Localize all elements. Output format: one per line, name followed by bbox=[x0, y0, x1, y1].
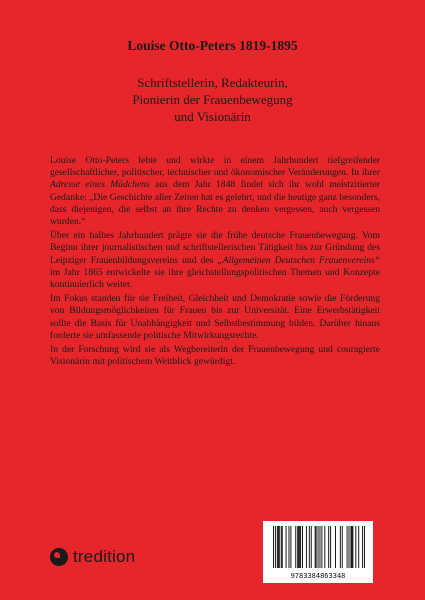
barcode-bar bbox=[328, 526, 329, 568]
barcode-bar bbox=[282, 526, 283, 568]
barcode-bar bbox=[321, 526, 322, 568]
barcode-bar bbox=[273, 526, 274, 568]
text-run: aus dem Jahr 1848 findet sich ihr wohl meistzitierter Gedanke: „Die Geschichte aller Zeiten hat es gelehrt, und die heutige ganz besonders, dass diejenigen, die selbst an ihre Rechte zu denken vergessen, auch vergessen wurden.“ bbox=[50, 179, 380, 228]
blurb-paragraph-1 bbox=[50, 155, 380, 228]
barcode-bar bbox=[298, 526, 299, 568]
barcode-bar bbox=[324, 526, 325, 568]
barcode-bar bbox=[290, 526, 291, 568]
text-run: im Jahr 1865 entwickelte sie ihre gleichstellungspolitischen Themen und Konzepte kontinuierlich weiter. bbox=[50, 266, 380, 291]
blurb-paragraph-2 bbox=[50, 230, 380, 291]
barcode-bar bbox=[362, 526, 363, 568]
barcode-bar bbox=[286, 526, 287, 568]
tredition-logo-icon bbox=[50, 548, 68, 566]
barcode-bar bbox=[316, 526, 317, 568]
barcode-bar bbox=[350, 526, 351, 568]
subtitle-line: und Visionärin bbox=[174, 109, 251, 124]
barcode-bar bbox=[279, 526, 280, 568]
barcode-bar bbox=[306, 526, 307, 568]
barcode-bar bbox=[364, 526, 365, 568]
barcode-bar bbox=[309, 526, 310, 568]
isbn-number: 9783384863348 bbox=[290, 572, 346, 580]
barcode-bar bbox=[277, 526, 278, 568]
barcode-bar bbox=[330, 526, 331, 568]
barcode-bar bbox=[355, 526, 356, 568]
subtitle-line: Schriftstellerin, Redakteurin, bbox=[137, 75, 288, 90]
barcode-bar bbox=[347, 526, 348, 568]
barcode-bar bbox=[297, 526, 298, 568]
barcode-bar bbox=[288, 526, 289, 568]
text-run: Über ein halbes Jahrhundert prägte sie die frühe deutsche Frauenbewegung. Vom Beginn ihrer journalistischen und schriftstellerischen Tätigkeit bis zur Gründung des Leipziger Frauenbildungsvereins und des bbox=[50, 230, 380, 266]
barcode-bar bbox=[319, 526, 320, 568]
barcode-bar bbox=[278, 526, 279, 568]
barcode-bar bbox=[300, 526, 301, 568]
text-run: Louise Otto-Peters lebte und wirkte in einem Jahrhundert tiefgreifender gesellschaftlicher, politischer, technischer und ökonomischer Veränderungen. In ihrer bbox=[50, 155, 380, 179]
barcode-bar bbox=[302, 526, 303, 568]
barcode-bar bbox=[349, 526, 350, 568]
barcode-bar bbox=[318, 526, 319, 568]
barcode-bar bbox=[335, 526, 336, 568]
barcode-bar bbox=[315, 526, 316, 568]
barcode-bar bbox=[340, 526, 341, 568]
barcode-bar bbox=[351, 526, 352, 568]
barcode-bar bbox=[352, 526, 353, 568]
blurb-text bbox=[50, 155, 380, 370]
barcode-bars bbox=[273, 526, 365, 568]
barcode-bar bbox=[295, 526, 296, 568]
subtitle-line: Pionierin der Frauenbewegung bbox=[132, 92, 293, 107]
emphasis-title: „Allgemeinen Deutschen Frauenvereins“ bbox=[217, 254, 380, 266]
barcode-bar bbox=[358, 526, 359, 568]
barcode-bar bbox=[275, 526, 276, 568]
emphasis-title: Adresse eines Mädchens bbox=[50, 179, 150, 191]
book-subtitle bbox=[0, 74, 425, 125]
blurb-paragraph-4: In der Forschung wird sie als Wegbereiterin der Frauenbewegung und couragierte Visionärin mit politischem Weitblick gewürdigt. bbox=[50, 344, 380, 368]
barcode-bar bbox=[299, 526, 300, 568]
blurb-paragraph-3: Im Fokus standen für sie Freiheit, Gleichheit und Demokratie sowie die Förderung von Bildungsmöglichkeiten für Frauen bis zur Universität. Eine Erwerbstätigkeit sollte die Basis für Unabhängigkeit und Selbstbestimmung bilden. Darüber hinaus forderte sie umfassende politische Mitwirkungsrechte. bbox=[50, 293, 380, 341]
publisher-logo bbox=[50, 547, 135, 567]
barcode-bar bbox=[281, 526, 282, 568]
isbn-barcode bbox=[263, 521, 373, 583]
barcode-bar bbox=[311, 526, 312, 568]
book-title: Louise Otto-Peters 1819-1895 bbox=[127, 38, 298, 53]
publisher-name: tredition bbox=[73, 547, 136, 566]
barcode-bar bbox=[342, 526, 343, 568]
